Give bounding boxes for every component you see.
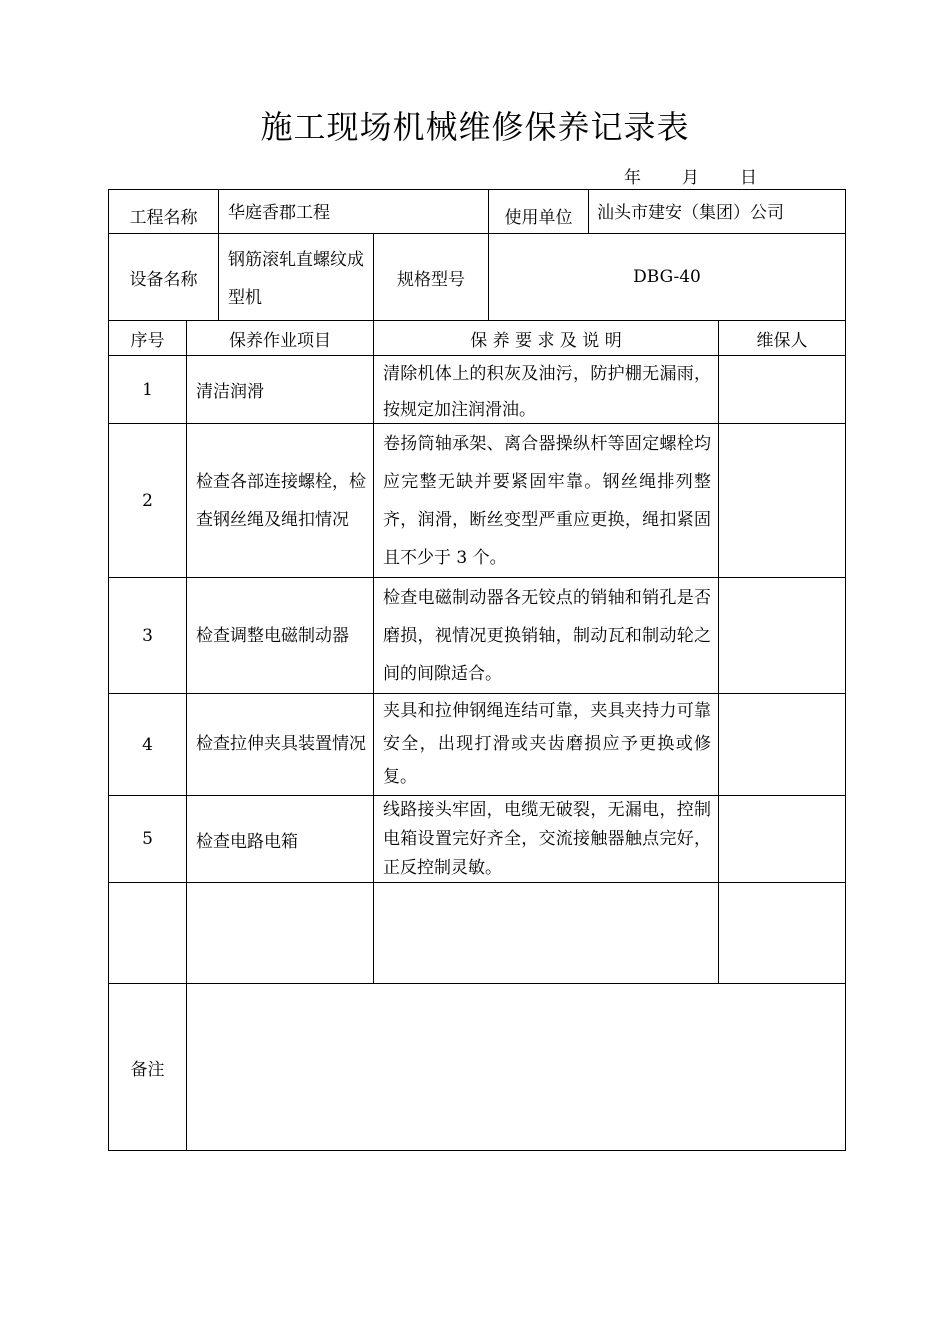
row-6-no — [109, 883, 186, 983]
col-divider — [186, 320, 187, 1150]
table-border-right — [845, 189, 846, 1151]
row-1-requirement-cell — [383, 356, 711, 423]
row-1-item: 清洁润滑 — [196, 382, 264, 402]
row-6-item — [196, 883, 366, 983]
row-6-requirement — [383, 883, 711, 983]
col-divider — [373, 320, 374, 983]
equipment-name-value: 钢筋滚轧直螺纹成型机 — [228, 250, 364, 308]
table-border-bottom — [108, 1150, 846, 1151]
row-3-item-cell — [196, 578, 366, 693]
date-year-label: 年 — [624, 168, 641, 188]
row-1-maintainer — [719, 356, 845, 423]
row-3-item: 检查调整电磁制动器 — [196, 625, 349, 646]
row-4-no: 4 — [142, 734, 153, 755]
row-2-item: 检查各部连接螺栓，检查钢丝绳及绳扣情况 — [196, 471, 366, 530]
equipment-name-label: 设备名称 — [129, 269, 198, 290]
row-5-requirement-cell — [383, 796, 711, 882]
using-unit-value: 汕头市建安（集团）公司 — [597, 202, 784, 223]
row-3-requirement: 检查电磁制动器各无铰点的销轴和销孔是否磨损，视情况更换销轴，制动瓦和制动轮之间的间隙适合。 — [383, 588, 711, 684]
model-label: 规格型号 — [397, 269, 465, 290]
date-month-label: 月 — [682, 168, 699, 188]
row-4-maintainer — [719, 694, 845, 795]
row-4-requirement: 夹具和拉伸钢绳连结可靠，夹具夹持力可靠安全，出现打滑或夹齿磨损应予更换或修复。 — [383, 701, 711, 787]
project-name-label: 工程名称 — [129, 207, 198, 228]
row-3-maintainer — [719, 578, 845, 693]
column-header-no: 序号 — [130, 330, 165, 351]
row-5-requirement: 线路接头牢固，电缆无破裂，无漏电，控制电箱设置完好齐全，交流接触器触点完好，正反控制灵敏。 — [383, 800, 711, 878]
row-3-no: 3 — [142, 625, 153, 646]
equipment-name-cell — [228, 240, 371, 318]
row-5-no: 5 — [142, 829, 153, 849]
row-4-requirement-cell — [383, 695, 711, 795]
page-title: 施工现场机械维修保养记录表 — [260, 108, 690, 146]
row-2-requirement: 卷扬筒轴承架、离合器操纵杆等固定螺栓均应完整无缺并要紧固牢靠。钢丝绳排列整齐，润滑，断丝变型严重应更换，绳扣紧固且不少于 3 个。 — [383, 434, 711, 568]
row-1-requirement: 清除机体上的积灰及油污，防护棚无漏雨，按规定加注润滑油。 — [383, 364, 711, 420]
date-day-label: 日 — [740, 168, 757, 188]
remarks-label: 备注 — [130, 1059, 165, 1080]
col-divider — [588, 189, 589, 233]
row-6-maintainer — [719, 883, 845, 983]
row-2-item-cell — [196, 424, 366, 577]
row-5-maintainer — [719, 796, 845, 882]
row-3-requirement-cell — [383, 579, 711, 693]
model-value: DBG-40 — [633, 267, 701, 287]
column-header-maintainer: 维保人 — [756, 330, 808, 351]
remarks-value — [196, 984, 836, 1150]
row-2-no: 2 — [142, 490, 153, 511]
row-4-item-cell — [196, 694, 366, 795]
col-divider — [218, 189, 219, 320]
row-1-no: 1 — [142, 379, 153, 400]
column-header-item: 保养作业项目 — [229, 330, 331, 351]
project-name-value: 华庭香郡工程 — [228, 202, 330, 223]
row-5-item: 检查电路电箱 — [196, 831, 298, 852]
row-2-maintainer — [719, 424, 845, 577]
row-4-item: 检查拉伸夹具装置情况 — [196, 734, 366, 754]
using-unit-label: 使用单位 — [504, 207, 573, 228]
column-header-requirement: 保 养 要 求 及 说 明 — [470, 330, 622, 351]
row-2-requirement-cell — [383, 425, 711, 577]
